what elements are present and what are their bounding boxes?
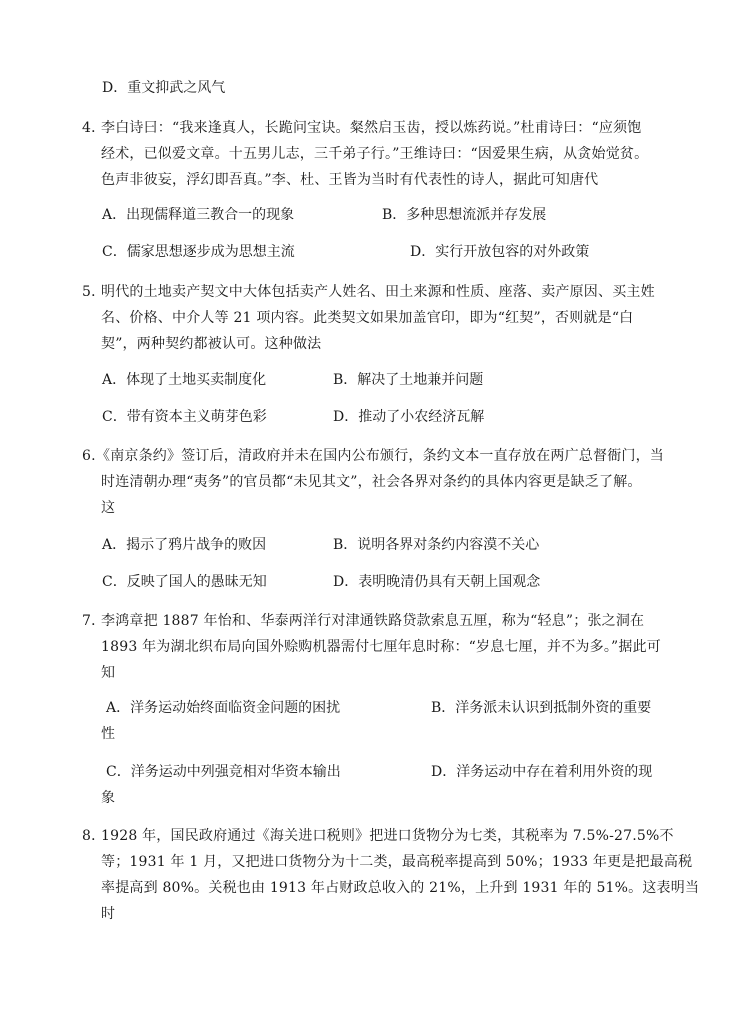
q6-number: 6.	[82, 448, 96, 464]
q8-number: 8．	[82, 828, 106, 844]
q4-option-b: B．多种思想流派并存发展	[382, 207, 547, 223]
q5-line-3: 契”，两种契约都被认可。这种做法	[101, 336, 322, 352]
q6-option-c: C．反映了国人的愚昧无知	[102, 574, 267, 590]
q7-line-1: 李鸿章把 1887 年怡和、华泰两洋行对津通铁路贷款索息五厘，称为“轻息”；张之洞在	[101, 613, 645, 629]
q8-line-2: 等；1931 年 1 月，又把进口货物分为十二类，最高税率提高到 50%；1933 年更是把最高税	[101, 854, 693, 870]
q7-option-c: C．洋务运动中列强竞相对华资本输出	[106, 764, 341, 780]
q7-line-3: 知	[101, 665, 116, 681]
q5-option-b: B．解决了土地兼并问题	[333, 372, 484, 388]
prev-question-option-d: D．重文抑武之风气	[102, 80, 226, 96]
q4-option-d: D．实行开放包容的对外政策	[410, 244, 590, 260]
q5-line-2: 名、价格、中介人等 21 项内容。此类契文如果加盖官印，即为“红契”，否则就是“白	[101, 310, 634, 326]
q4-line-3: 色声非彼妄，浮幻即吾真。”李、杜、王皆为当时有代表性的诗人，据此可知唐代	[101, 172, 599, 188]
q6-line-2: 时连清朝办理“夷务”的官员都“未见其文”，社会各界对条约的具体内容更是缺乏了解。	[101, 474, 642, 490]
q4-line-2: 经术，已似爱文章。十五男儿志，三千弟子行。”王维诗曰：“因爱果生病，从贪始觉贫。	[101, 146, 649, 162]
q4-option-a: A．出现儒释道三教合一的现象	[102, 207, 295, 223]
q6-option-b: B．说明各界对条约内容漠不关心	[333, 537, 540, 553]
q5-number: 5．	[82, 284, 106, 300]
q8-line-3: 率提高到 80%。关税也由 1913 年占财政总收入的 21%，上升到 1931 年的 51%。这表明当	[101, 880, 700, 896]
q7-option-b: B．洋务派未认识到抵制外资的重要	[431, 700, 652, 716]
q5-option-d: D．推动了小农经济瓦解	[333, 409, 485, 425]
q4-line-1: 李白诗曰：“我来逢真人，长跪问宝诀。粲然启玉齿，授以炼药说。”杜甫诗曰：“应须饱	[101, 120, 642, 136]
q5-option-a: A．体现了土地买卖制度化	[102, 372, 267, 388]
q7-line-2: 1893 年为湖北织布局向国外赊购机器需付七厘年息时称：“岁息七厘，并不为多。”据此可	[101, 639, 661, 655]
q7-option-a: A．洋务运动始终面临资金问题的困扰	[106, 700, 341, 716]
q8-line-1: 1928 年，国民政府通过《海关进口税则》把进口货物分为七类，其税率为 7.5%-27.5%不	[101, 828, 674, 844]
q6-line-1: 《南京条约》签订后，清政府并未在国内公布颁行，条约文本一直存放在两广总督衙门，当	[96, 448, 664, 464]
q8-line-4: 时	[101, 906, 116, 922]
q4-option-c: C．儒家思想逐步成为思想主流	[102, 244, 295, 260]
q7-option-b-wrap: 性	[101, 726, 115, 742]
q7-option-d: D．洋务运动中存在着利用外资的现	[431, 764, 653, 780]
q7-number: 7．	[82, 613, 106, 629]
q5-line-1: 明代的土地卖产契文中大体包括卖产人姓名、田土来源和性质、座落、卖产原因、买主姓	[101, 284, 655, 300]
q6-option-d: D．表明晚清仍具有天朝上国观念	[333, 574, 541, 590]
q5-option-c: C．带有资本主义萌芽色彩	[102, 409, 267, 425]
q6-option-a: A．揭示了鸦片战争的败因	[102, 537, 267, 553]
q7-option-d-wrap: 象	[101, 790, 115, 806]
q4-number: 4．	[82, 120, 106, 136]
q6-line-3: 这	[101, 500, 116, 516]
